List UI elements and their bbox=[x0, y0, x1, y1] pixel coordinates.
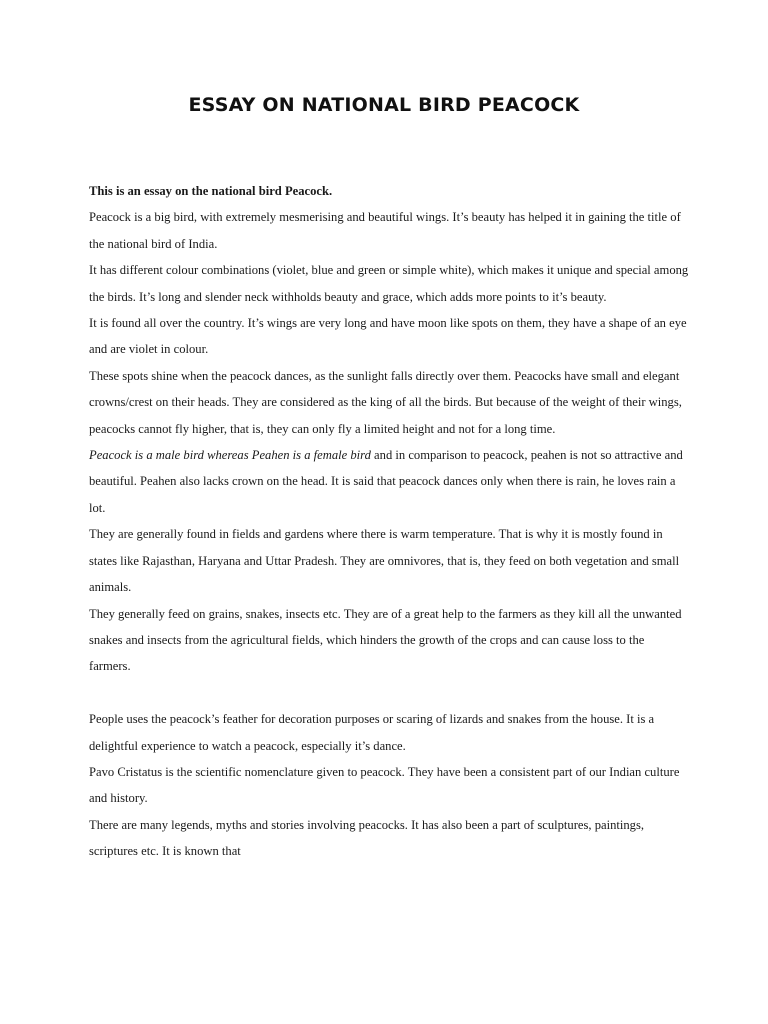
intro-paragraph: This is an essay on the national bird Peacock. bbox=[89, 184, 333, 198]
paragraph-5-rest: and in comparison to peacock, peahen is not so attractive and beautiful. Peahen also lacks crown on the head. It is said that peacock dances only when there is rain, he loves rain a lot. bbox=[89, 448, 683, 515]
paragraph-5-italic: Peacock is a male bird whereas Peahen is a female bird bbox=[89, 448, 371, 463]
paragraph-7: They generally feed on grains, snakes, insects etc. They are of a great help to the farmers as they kill all the unwanted snakes and insects from the agricultural fields, which hinders the growth of the crops and can cause loss to the farmers. bbox=[89, 606, 682, 674]
document-title: ESSAY ON NATIONAL BIRD PEACOCK bbox=[188, 94, 580, 116]
paragraph-4: These spots shine when the peacock dances, as the sunlight falls directly over them. Peacocks have small and elegant crowns/crest on their heads. They are considered as the king of all the birds. But because of the weight of their wings, peacocks cannot fly higher, that is, they can only fly a limited height and not for a long time. bbox=[89, 368, 682, 436]
paragraph-5 bbox=[89, 442, 689, 521]
paragraph-10: There are many legends, myths and stories involving peacocks. It has also been a part of sculptures, paintings, scriptures etc. It is known that bbox=[89, 817, 645, 859]
essay-body bbox=[89, 178, 689, 865]
paragraph-2: It has different colour combinations (violet, blue and green or simple white), which makes it unique and special among the birds. It’s long and slender neck withholds beauty and grace, which adds more points to it’s beauty. bbox=[89, 263, 689, 304]
paragraph-8: People uses the peacock’s feather for decoration purposes or scaring of lizards and snakes from the house. It is a delightful experience to watch a peacock, especially it’s dance. bbox=[89, 712, 655, 753]
paragraph-1: Peacock is a big bird, with extremely mesmerising and beautiful wings. It’s beauty has helped it in gaining the title of the national bird of India. bbox=[89, 210, 681, 251]
paragraph-9: Pavo Cristatus is the scientific nomenclature given to peacock. They have been a consistent part of our Indian culture and history. bbox=[89, 764, 680, 806]
paragraph-6: They are generally found in fields and gardens where there is warm temperature. That is why it is mostly found in states like Rajasthan, Haryana and Uttar Pradesh. They are omnivores, that is, they feed on both vegetation and small animals. bbox=[89, 527, 680, 595]
paragraph-3: It is found all over the country. It’s wings are very long and have moon like spots on them, they have a shape of an eye and are violet in colour. bbox=[89, 316, 687, 357]
